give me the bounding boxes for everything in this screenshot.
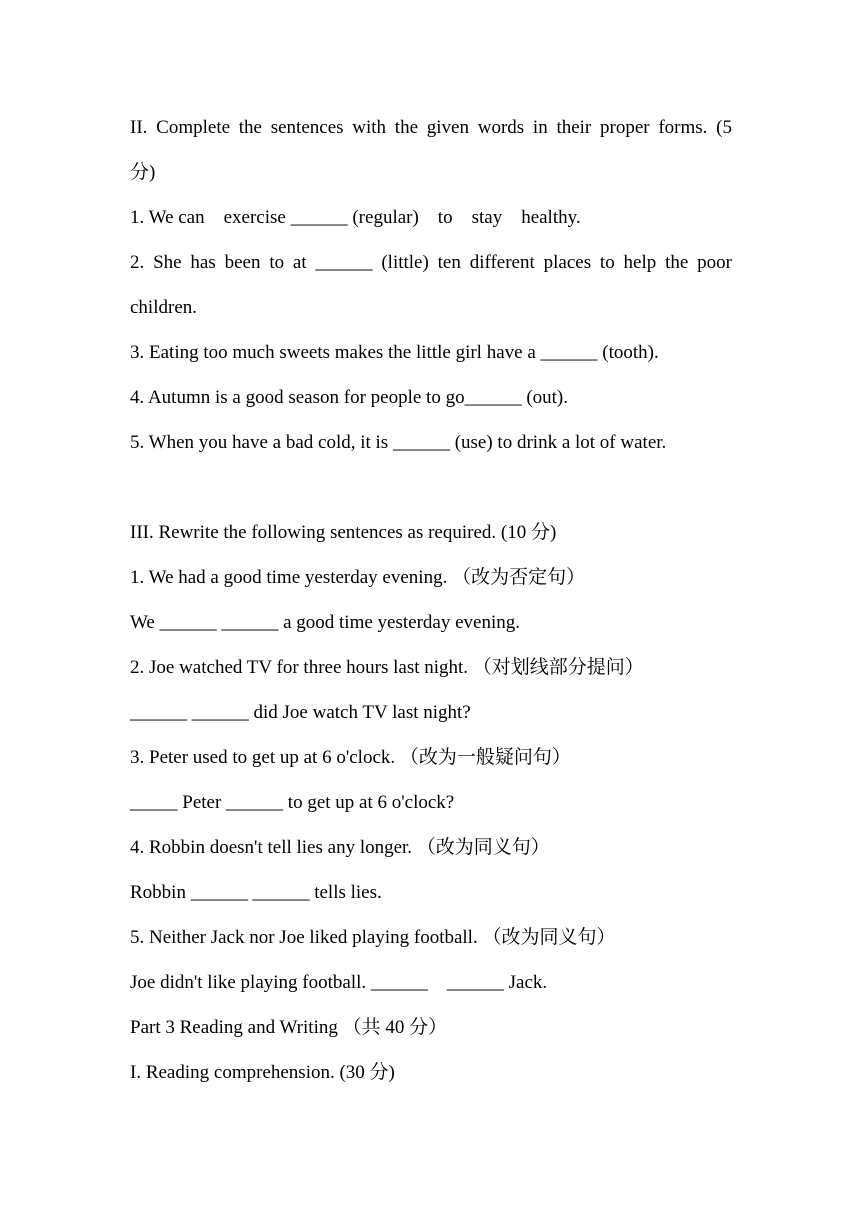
section-2-heading-cont: 分)	[130, 162, 156, 183]
section-3-question-3: 3. Peter used to get up at 6 o'clock. （改为一般疑问句）	[130, 747, 571, 768]
section-2-question-4: 4. Autumn is a good season for people to go______ (out).	[130, 387, 569, 408]
section-2-question-2: 2. She has been to at ______ (little) ten different places to help the poor	[130, 252, 732, 273]
section-3-answer-2: ______ ______ did Joe watch TV last night?	[130, 702, 471, 723]
section-3-question-2: 2. Joe watched TV for three hours last night. （对划线部分提问）	[130, 657, 644, 678]
section-3-answer-3: _____ Peter ______ to get up at 6 o'clock?	[130, 792, 455, 813]
section-2-heading: II. Complete the sentences with the given words in their proper forms. (5	[130, 117, 732, 138]
section-2-question-3: 3. Eating too much sweets makes the little girl have a ______ (tooth).	[130, 342, 659, 363]
document-page	[130, 105, 732, 1095]
section-3-question-1: 1. We had a good time yesterday evening. （改为否定句）	[130, 567, 586, 588]
spacer	[130, 465, 732, 510]
section-3-answer-4: Robbin ______ ______ tells lies.	[130, 882, 382, 903]
section-3-heading: III. Rewrite the following sentences as required. (10 分)	[130, 522, 557, 543]
section-2-question-5: 5. When you have a bad cold, it is ______ (use) to drink a lot of water.	[130, 432, 667, 453]
section-3-question-4: 4. Robbin doesn't tell lies any longer. （改为同义句）	[130, 837, 550, 858]
section-2-question-2-cont: children.	[130, 297, 198, 318]
section-3-answer-1: We ______ ______ a good time yesterday evening.	[130, 612, 520, 633]
section-2-question-1: 1. We can exercise ______ (regular) to stay healthy.	[130, 207, 581, 228]
section-3-question-5: 5. Neither Jack nor Joe liked playing football. （改为同义句）	[130, 927, 616, 948]
part-3-heading: Part 3 Reading and Writing （共 40 分）	[130, 1017, 448, 1038]
part-3-subheading: I. Reading comprehension. (30 分)	[130, 1062, 395, 1083]
section-3-answer-5: Joe didn't like playing football. ______ ______ Jack.	[130, 972, 548, 993]
